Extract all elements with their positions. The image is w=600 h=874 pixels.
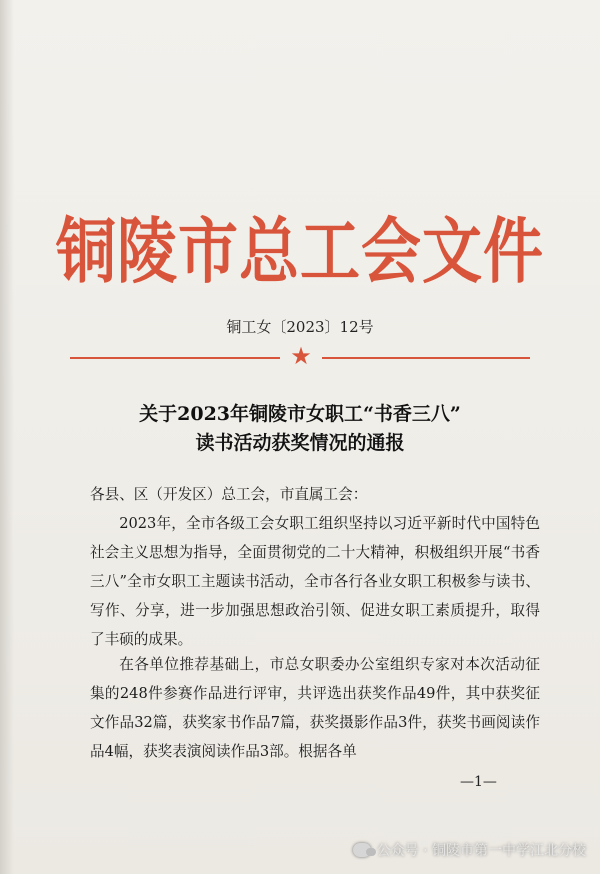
watermark-text: 公众号 · 铜陵市第一中学江北分校 bbox=[376, 843, 586, 859]
body-paragraph-1: 2023年，全市各级工会女职工组织坚持以习近平新时代中国特色社会主义思想为指导，全面贯彻党的二十大精神，积极组织开展“书香三八”全市女职工主题读书活动，全市各行各业女职工积极参与读书、写作、分享，进一步加强思想政治引领、促进女职工素质提升，取得了丰硕的成果。 bbox=[90, 515, 540, 648]
red-divider-right bbox=[322, 357, 530, 359]
document-header-title: 铜陵市总工会文件 bbox=[56, 211, 544, 294]
watermark bbox=[353, 840, 586, 860]
star-icon: ★ bbox=[290, 342, 312, 370]
wechat-icon bbox=[353, 843, 371, 857]
notice-title-line-2: 读书活动获奖情况的通报 bbox=[195, 432, 405, 454]
red-divider-left bbox=[70, 357, 280, 359]
salutation: 各县、区（开发区）总工会，市直属工会： bbox=[90, 486, 368, 503]
document-number: 铜工女〔2023〕12号 bbox=[226, 318, 374, 336]
body-paragraph-2: 在各单位推荐基础上，市总女职委办公室组织专家对本次活动征集的248件参赛作品进行评审，共评选出获奖作品49件，其中获奖征文作品32篇，获奖家书作品7篇，获奖摄影作品3件，获奖书画阅读作品4幅，获奖表演阅读作品3部。根据各单 bbox=[90, 656, 540, 760]
page-number: —1— bbox=[460, 774, 497, 790]
notice-title-line-1: 关于2023年铜陵市女职工“书香三八” bbox=[139, 403, 461, 425]
